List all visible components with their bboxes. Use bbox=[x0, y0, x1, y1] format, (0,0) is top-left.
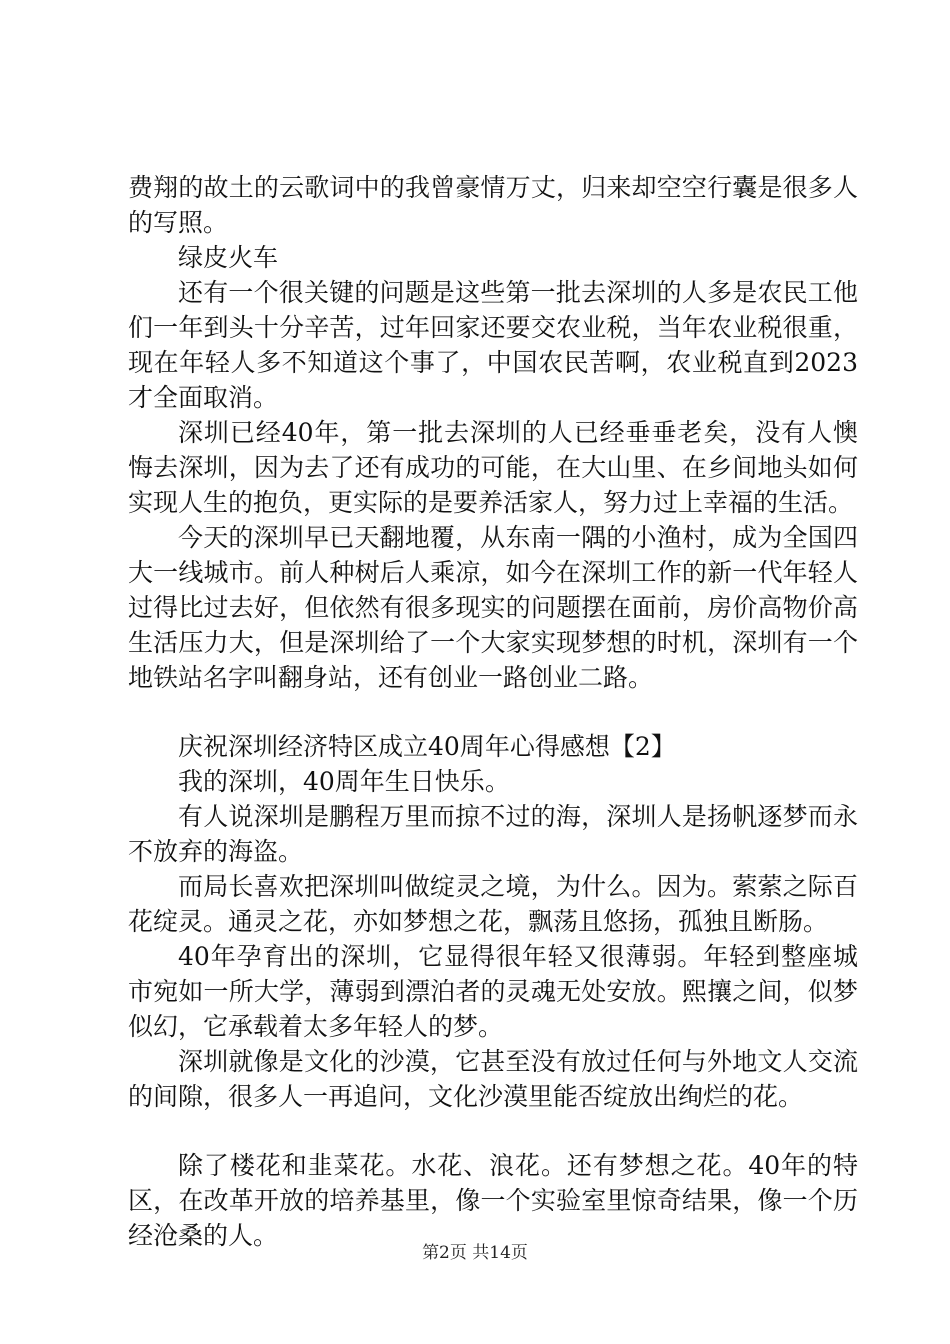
paragraph-cultural-desert: 深圳就像是文化的沙漠，它甚至没有放过任何与外地文人交流的间隙，很多人一再追问，文化沙漠里能否绽放出绚烂的花。 bbox=[128, 1047, 858, 1111]
paragraph-flowers: 除了楼花和韭菜花。水花、浪花。还有梦想之花。40年的特区，在改革开放的培养基里，像一个实验室里惊奇结果，像一个历经沧桑的人。 bbox=[128, 1151, 858, 1250]
paragraph-young-city: 40年孕育出的深圳，它显得很年轻又很薄弱。年轻到整座城市宛如一所大学，薄弱到漂泊者的灵魂无处安放。熙攘之间，似梦似幻，它承载着太多年轻人的梦。 bbox=[128, 942, 858, 1041]
paragraph-migrant-workers: 还有一个很关键的问题是这些第一批去深圳的人多是农民工他们一年到头十分辛苦，过年回家还要交农业税，当年农业税很重，现在年轻人多不知道这个事了，中国农民苦啊，农业税直到2023才全面取消。 bbox=[128, 278, 858, 412]
paragraph-heading-green-train: 绿皮火车 bbox=[178, 243, 279, 272]
paragraph-gap bbox=[128, 695, 858, 729]
section-title: 庆祝深圳经济特区成立40周年心得感想【2】 bbox=[178, 732, 676, 761]
paragraph-forty-years: 深圳已经40年，第一批去深圳的人已经垂垂老矣，没有人懊悔去深圳，因为去了还有成功的可能，在大山里、在乡间地头如何实现人生的抱负，更实际的是要养活家人，努力过上幸福的生活。 bbox=[128, 418, 858, 517]
page-number-footer: 第2页 共14页 bbox=[422, 1243, 528, 1263]
paragraph-flower-realm: 而局长喜欢把深圳叫做绽灵之境，为什么。因为。萦萦之际百花绽灵。通灵之花，亦如梦想之花，飘荡且悠扬，孤独且断肠。 bbox=[128, 872, 858, 936]
paragraph-shenzhen-today: 今天的深圳早已天翻地覆，从东南一隅的小渔村，成为全国四大一线城市。前人种树后人乘凉，如今在深圳工作的新一代年轻人过得比过去好，但依然有很多现实的问题摆在面前，房价高物价高生活压力大，但是深圳给了一个大家实现梦想的时机，深圳有一个地铁站名字叫翻身站，还有创业一路创业二路。 bbox=[128, 523, 858, 692]
paragraph-birthday: 我的深圳，40周年生日快乐。 bbox=[178, 767, 510, 796]
paragraph-gap bbox=[128, 1114, 858, 1148]
document-body bbox=[128, 170, 858, 1253]
paragraph-sea: 有人说深圳是鹏程万里而掠不过的海，深圳人是扬帆逐梦而永不放弃的海盗。 bbox=[128, 802, 858, 866]
paragraph-continuation: 费翔的故土的云歌词中的我曾豪情万丈，归来却空空行囊是很多人的写照。 bbox=[128, 173, 858, 237]
